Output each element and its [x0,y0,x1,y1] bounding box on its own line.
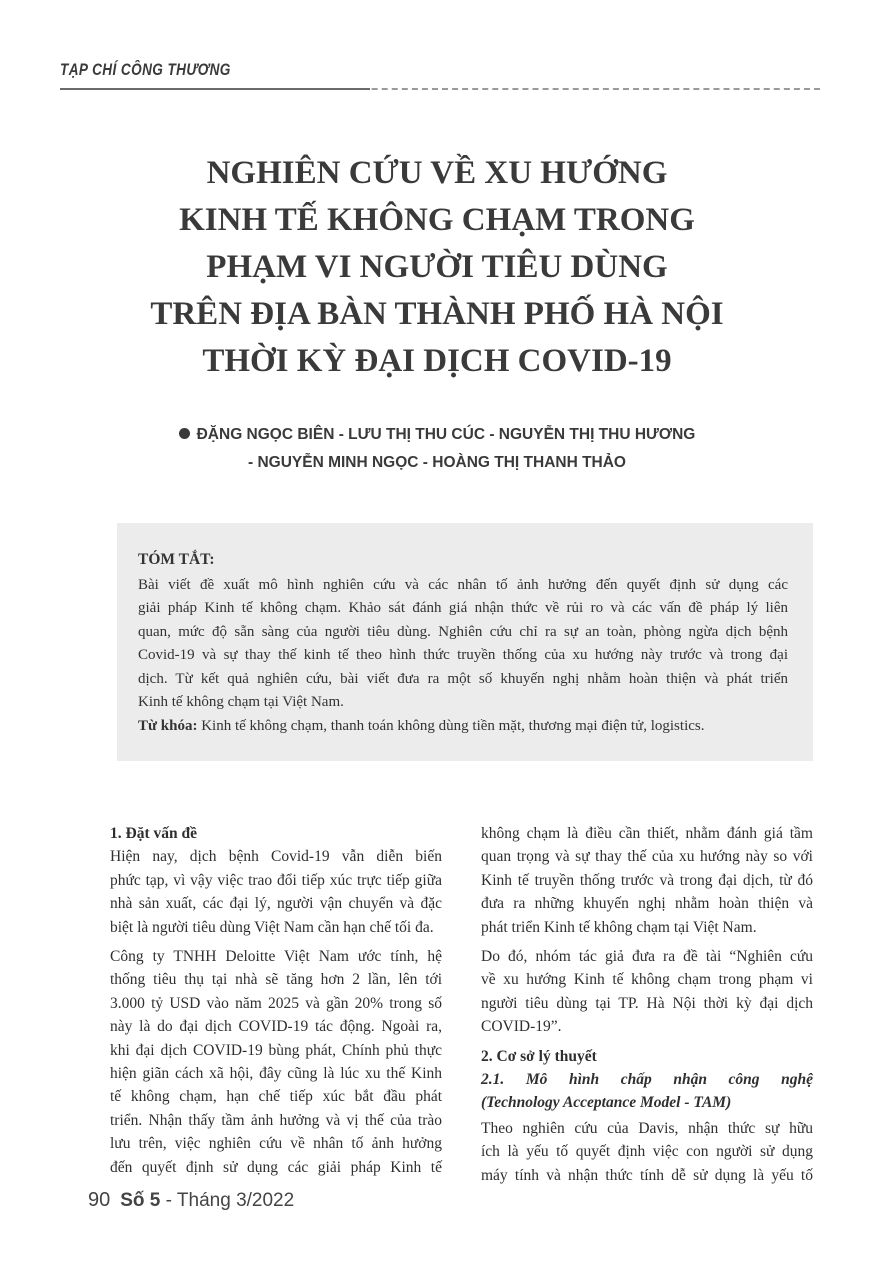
title-line-4: TRÊN ĐỊA BÀN THÀNH PHỐ HÀ NỘI [150,296,724,332]
text-line: biệt là người tiêu dùng Việt Nam cần hạn chế tối đa. [110,918,434,936]
left-column [110,822,442,1185]
text-line: người tiêu dùng tại TP. Hà Nội thời kỳ đại dịch [481,994,813,1012]
abstract [138,548,788,738]
page-number: 90 [88,1189,111,1211]
title-line-2: KINH TẾ KHÔNG CHẠM TRONG [179,202,695,238]
text-line: phức tạp, vì vậy việc trao đổi tiếp xúc trực tiếp giữa [110,871,442,889]
authors-text-1: ĐẶNG NGỌC BIÊN - LƯU THỊ THU CÚC - NGUYỄN THỊ THU HƯƠNG [196,426,696,443]
text-line: Do đó, nhóm tác giả đưa ra đề tài “Nghiên cứu [481,948,813,966]
journal-name: TẠP CHÍ CÔNG THƯƠNG [60,60,231,79]
abstract-line: Kinh tế không chạm tại Việt Nam. [138,694,344,710]
text-line: đến quyết định sử dụng các giải pháp Kinh tế [110,1158,442,1176]
text-line: quan trọng và sự thay thế của xu hướng này so với [481,848,813,866]
text-line: không chạm là điều cần thiết, nhằm đánh giá tầm [481,825,813,842]
article-title [60,150,814,385]
authors-line-2: - NGUYỄN MINH NGỌC - HOÀNG THỊ THANH THẢO [247,454,626,471]
text-line: Hiện nay, dịch bệnh Covid-19 vẫn diễn biến [110,848,442,866]
left-paragraph-2 [110,945,442,1179]
title-line-3: PHẠM VI NGƯỜI TIÊU DÙNG [206,249,668,285]
issue-number: Số 5 [120,1190,161,1211]
abstract-line: quan, mức độ sẵn sàng của người tiêu dùng. Nghiên cứu chỉ ra sự an toàn, phòng ngừa dịch bệnh [138,623,788,640]
abstract-line: giải pháp Kinh tế không chạm. Khảo sát đánh giá nhận thức về rủi ro và các vấn đề pháp lý liên [138,600,788,616]
text-line: thống tiêu thụ tại nhà sẽ tăng hơn 2 lần, lên tới [110,971,442,989]
title-line-5: THỜI KỲ ĐẠI DỊCH COVID-19 [202,343,672,379]
text-line: này là do đại dịch COVID-19 tác động. Ngoài ra, [110,1018,442,1036]
text-line: khi đại dịch COVID-19 bùng phát, Chính phủ thực [110,1041,442,1059]
right-paragraph-2 [481,945,813,1039]
section-1-heading: 1. Đặt vấn đề [110,825,197,842]
authors-line-1 [60,421,814,449]
right-paragraph-3 [481,1117,813,1187]
subsection-2-1-heading [481,1068,813,1115]
subsection-line-2: (Technology Acceptance Model - TAM) [481,1094,732,1112]
text-line: hiện giãn cách xã hội, đây cũng là lúc xu thế Kinh [110,1065,442,1083]
abstract-line: dịch. Từ kết quả nghiên cứu, bài viết đưa ra một số khuyến nghị nhằm hoàn thiện và phát triển [138,670,788,687]
text-line: Theo nghiên cứu của Davis, nhận thức sự hữu [481,1119,813,1137]
text-line: triển. Nhận thấy tầm ảnh hưởng và vị thế của trào [110,1111,442,1129]
text-line: Công ty TNHH Deloitte Việt Nam ước tính, hệ [110,948,442,966]
header-rule-solid [60,88,370,90]
text-line: tế không chạm, hạn chế tiếp xúc bắt đầu phát [110,1088,442,1106]
abstract-body [138,574,788,715]
text-line: phát triển Kinh tế không chạm tại Việt Nam. [481,918,757,936]
text-line: đưa ra những khuyến nghị nhằm hoàn thiện và [481,895,813,913]
authors [60,421,814,477]
keywords-label: Từ khóa: [138,717,198,734]
text-line: ích là yếu tố quyết định việc con người sử dụng [481,1143,813,1161]
text-line: về xu hướng Kinh tế không chạm trong phạm vi [481,971,813,989]
text-line: 3.000 tỷ USD vào năm 2025 và gần 20% trong số [110,994,442,1012]
issue-date: - Tháng 3/2022 [160,1190,295,1211]
abstract-keywords [138,715,788,739]
left-paragraph-1 [110,845,442,939]
abstract-heading: TÓM TẮT: [138,551,215,568]
right-column [481,822,813,1193]
title-line-1: NGHIÊN CỨU VỀ XU HƯỚNG [206,155,668,191]
abstract-line: Bài viết đề xuất mô hình nghiên cứu và các nhân tố ảnh hưởng đến quyết định sử dụng các [138,576,788,593]
keywords-text: Kinh tế không chạm, thanh toán không dùng tiền mặt, thương mại điện tử, logistics. [197,717,705,734]
subsection-line-1: 2.1. Mô hình chấp nhận công nghệ [481,1071,813,1089]
text-line: nhà sản xuất, các đại lý, người vận chuyển và đặc [110,895,442,913]
bullet-icon [179,428,190,439]
text-line: Kinh tế truyền thống trước và trong đại dịch, từ đó [481,871,813,889]
abstract-line: Covid-19 và sự thay thế kinh tế theo hình thức truyền thống của xu hướng này trước và trong đại [138,647,788,663]
right-paragraph-1 [481,822,813,939]
text-line: lưu trên, việc nghiên cứu về nhân tố ảnh hưởng [110,1135,442,1153]
text-line: COVID-19”. [481,1018,562,1036]
text-line: máy tính và nhận thức tính dễ sử dụng là yếu tố [481,1166,813,1184]
page-footer [88,1189,294,1212]
section-2-heading: 2. Cơ sở lý thuyết [481,1047,597,1065]
